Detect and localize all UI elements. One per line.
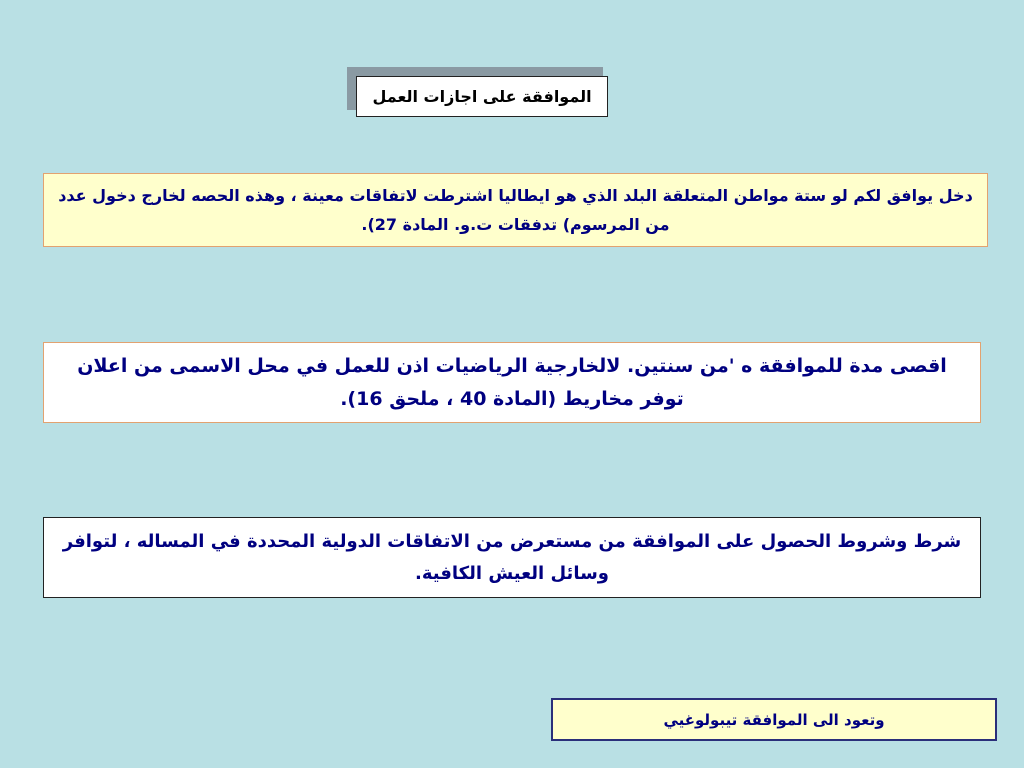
footer-link-text[interactable]: وتعود الى الموافقة تيبولوغيي bbox=[663, 710, 885, 729]
text-box-duration bbox=[43, 342, 981, 423]
footer-link-box[interactable] bbox=[551, 698, 997, 741]
text-box-conditions bbox=[43, 517, 981, 598]
paragraph-quota: دخل يوافق لكم لو ستة مواطن المتعلقة البلد الذي هو ايطاليا اشترطت لاتفاقات معينة ، وهذه الحصه لخارج دخول عدد من المرسوم) تدفقات ت.و. المادة 27). bbox=[58, 186, 973, 234]
slide-title bbox=[356, 76, 608, 117]
slide-title-text: الموافقة على اجازات العمل bbox=[372, 87, 592, 106]
paragraph-duration: اقصى مدة للموافقة ه 'من سنتين. لالخارجية الرياضيات اذن للعمل في محل الاسمى من اعلان توفر مخاريط (المادة 40 ، ملحق 16). bbox=[77, 354, 947, 410]
text-box-quota bbox=[43, 173, 988, 247]
paragraph-conditions: شرط وشروط الحصول على الموافقة من مستعرض من الاتفاقات الدولية المحددة في المساله ، لتوافر وسائل العيش الكافية. bbox=[62, 530, 962, 584]
